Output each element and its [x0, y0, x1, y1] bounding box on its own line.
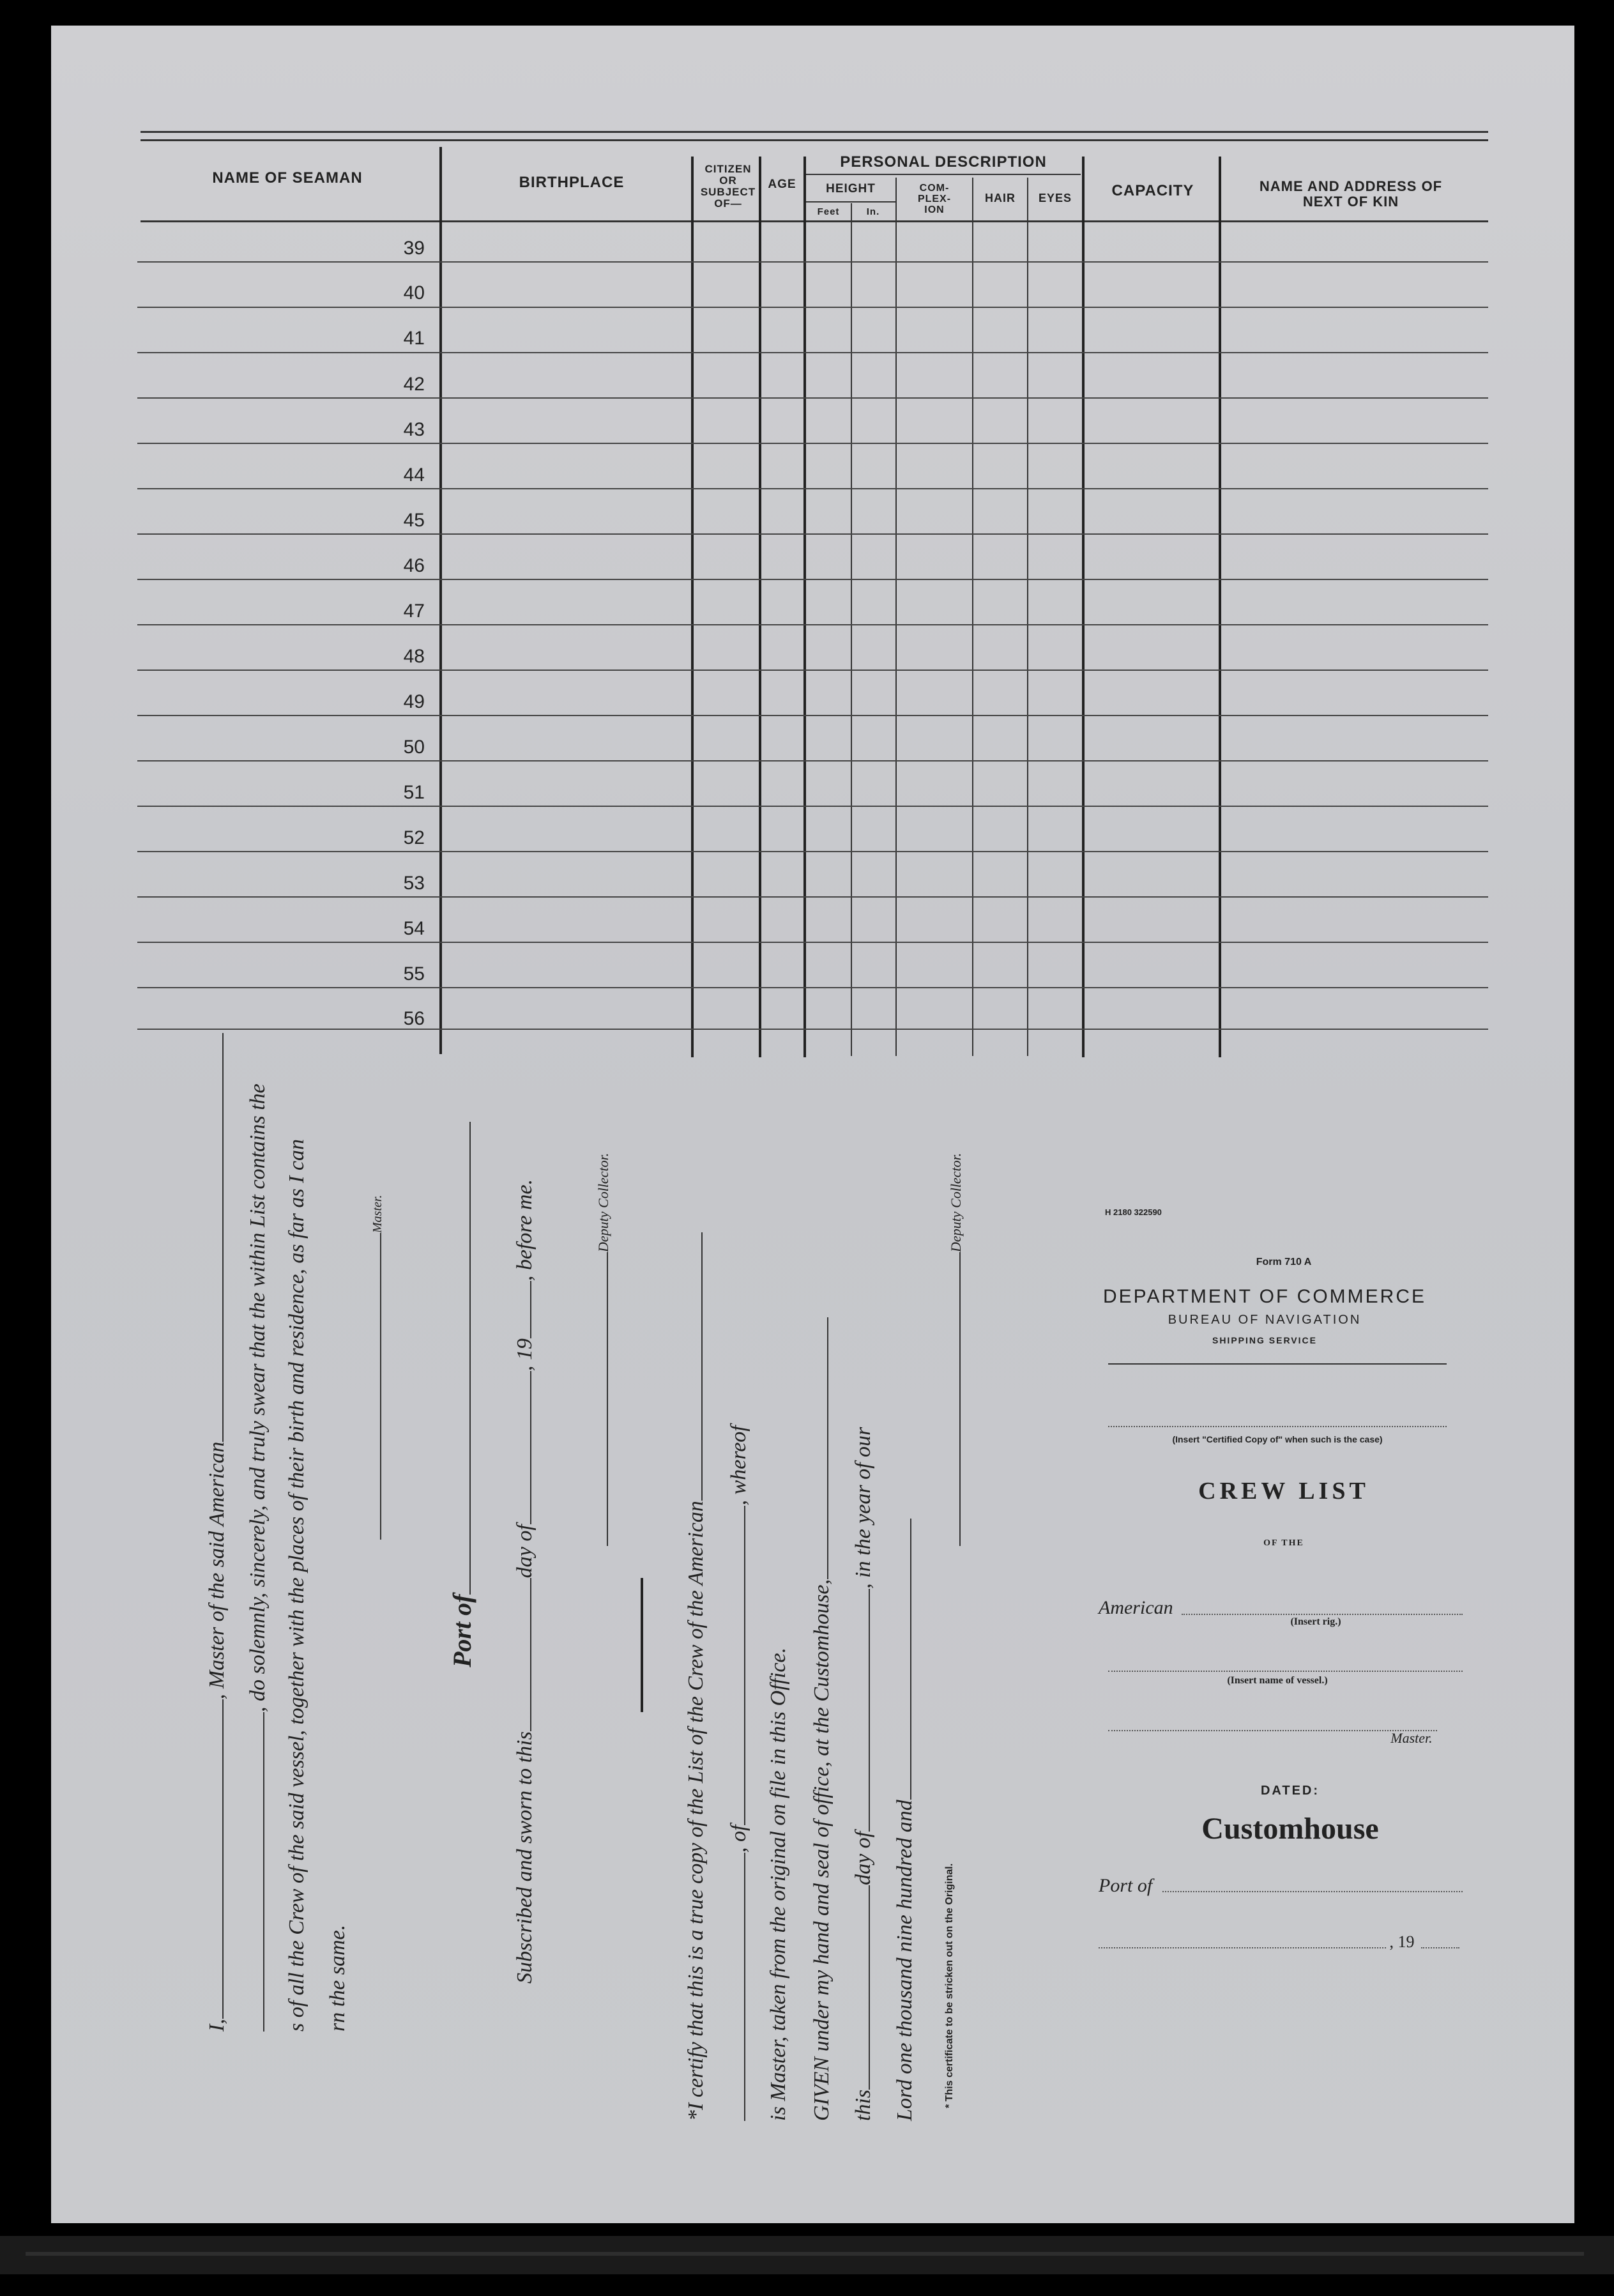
cert-line-1: *I certify that this is a true copy of the List of the Crew of the American	[682, 1232, 708, 2121]
header-inches: In.	[866, 206, 880, 217]
port-of-line: Port of	[447, 1122, 477, 1667]
department-title: DEPARTMENT OF COMMERCE	[1102, 1286, 1427, 1307]
row-number: 55	[403, 963, 425, 984]
oath-line-4: rn the same.	[326, 1924, 349, 2032]
cert-line-2: , of, whereof	[725, 1425, 751, 2121]
cert-line-3: is Master, taken from the original on file in this Office.	[766, 1647, 790, 2121]
row-number: 43	[403, 419, 425, 440]
port-of-label: Port of	[1099, 1875, 1153, 1896]
row-number: 49	[403, 691, 425, 712]
port-field[interactable]	[1162, 1891, 1463, 1892]
master-signature: Master.	[361, 1195, 387, 1540]
of-the-label: OF THE	[1263, 1538, 1304, 1548]
scan-border	[0, 2236, 1614, 2274]
oath-line-1: I,, Master of the said American	[203, 1033, 229, 2032]
row-number: 39	[403, 238, 425, 259]
header-capacity: CAPACITY	[1111, 182, 1194, 199]
row-number: 53	[403, 873, 425, 894]
row-number: 40	[403, 282, 425, 303]
header-citizen: CITIZEN OR SUBJECT OF—	[700, 163, 756, 210]
oath-line-2: , do solemnly, sincerely, and truly swear that the within List contains the	[244, 1083, 270, 2032]
bureau-title: BUREAU OF NAVIGATION	[1168, 1313, 1362, 1327]
header-hair: HAIR	[985, 192, 1016, 204]
header-eyes: EYES	[1038, 192, 1072, 204]
header-complexion: COM- PLEX- ION	[917, 183, 952, 215]
row-number: 46	[403, 555, 425, 576]
row-number: 44	[403, 464, 425, 486]
certificate-footnote: * This certificate to be stricken out on the Original.	[944, 1863, 955, 2108]
row-number: 45	[403, 510, 425, 531]
row-number: 51	[403, 782, 425, 803]
header-feet: Feet	[817, 206, 840, 217]
customhouse-title: Customhouse	[1201, 1812, 1379, 1846]
print-code: H 2180 322590	[1105, 1207, 1162, 1217]
crew-list-title: CREW LIST	[1198, 1478, 1369, 1504]
american-label: American	[1099, 1597, 1173, 1618]
header-birthplace: BIRTHPLACE	[519, 174, 625, 191]
service-title: SHIPPING SERVICE	[1212, 1335, 1317, 1345]
oath-line-3: s of all the Crew of the said vessel, together with the places of their birth and residence, as far as I can	[285, 1139, 308, 2032]
subscribed-line: Subscribed and sworn to thisday of, 19, before me.	[511, 1179, 537, 1984]
header-age: AGE	[768, 178, 796, 191]
header-personal-description: PERSONAL DESCRIPTION	[840, 153, 1047, 171]
row-number: 48	[403, 646, 425, 667]
cert-line-4: GIVEN under my hand and seal of office, at the Customhouse,	[808, 1317, 834, 2121]
row-number: 47	[403, 601, 425, 622]
cert-line-5: thisday of, in the year of our	[849, 1427, 876, 2121]
row-number: 54	[403, 918, 425, 939]
master-label: Master.	[1390, 1730, 1433, 1746]
cert-line-6: Lord one thousand nine hundred and	[891, 1519, 917, 2121]
rig-field[interactable]	[1182, 1614, 1463, 1615]
row-number: 56	[403, 1008, 425, 1029]
insert-rig-note: (Insert rig.)	[1290, 1616, 1341, 1627]
date-field[interactable]	[1099, 1947, 1386, 1948]
form-number: Form 710 A	[1256, 1257, 1312, 1267]
header-name-of-seaman: NAME OF SEAMAN	[212, 169, 363, 187]
row-number: 41	[403, 328, 425, 349]
deputy-collector-1: Deputy Collector.	[588, 1153, 614, 1546]
insert-vessel-note: (Insert name of vessel.)	[1227, 1675, 1328, 1686]
row-number: 42	[403, 374, 425, 395]
year-label: , 19	[1389, 1932, 1415, 1951]
insert-certified-note: (Insert "Certified Copy of" when such is the case)	[1172, 1434, 1383, 1444]
header-next-of-kin: NAME AND ADDRESS OF NEXT OF KIN	[1259, 178, 1443, 210]
dated-label: DATED:	[1260, 1784, 1320, 1798]
vessel-name-field[interactable]	[1108, 1671, 1463, 1672]
year-field[interactable]	[1421, 1947, 1459, 1948]
row-number: 52	[403, 827, 425, 848]
deputy-collector-2: Deputy Collector.	[940, 1153, 966, 1546]
section-divider	[641, 1578, 643, 1712]
header-height: HEIGHT	[826, 182, 876, 195]
row-number: 50	[403, 737, 425, 758]
